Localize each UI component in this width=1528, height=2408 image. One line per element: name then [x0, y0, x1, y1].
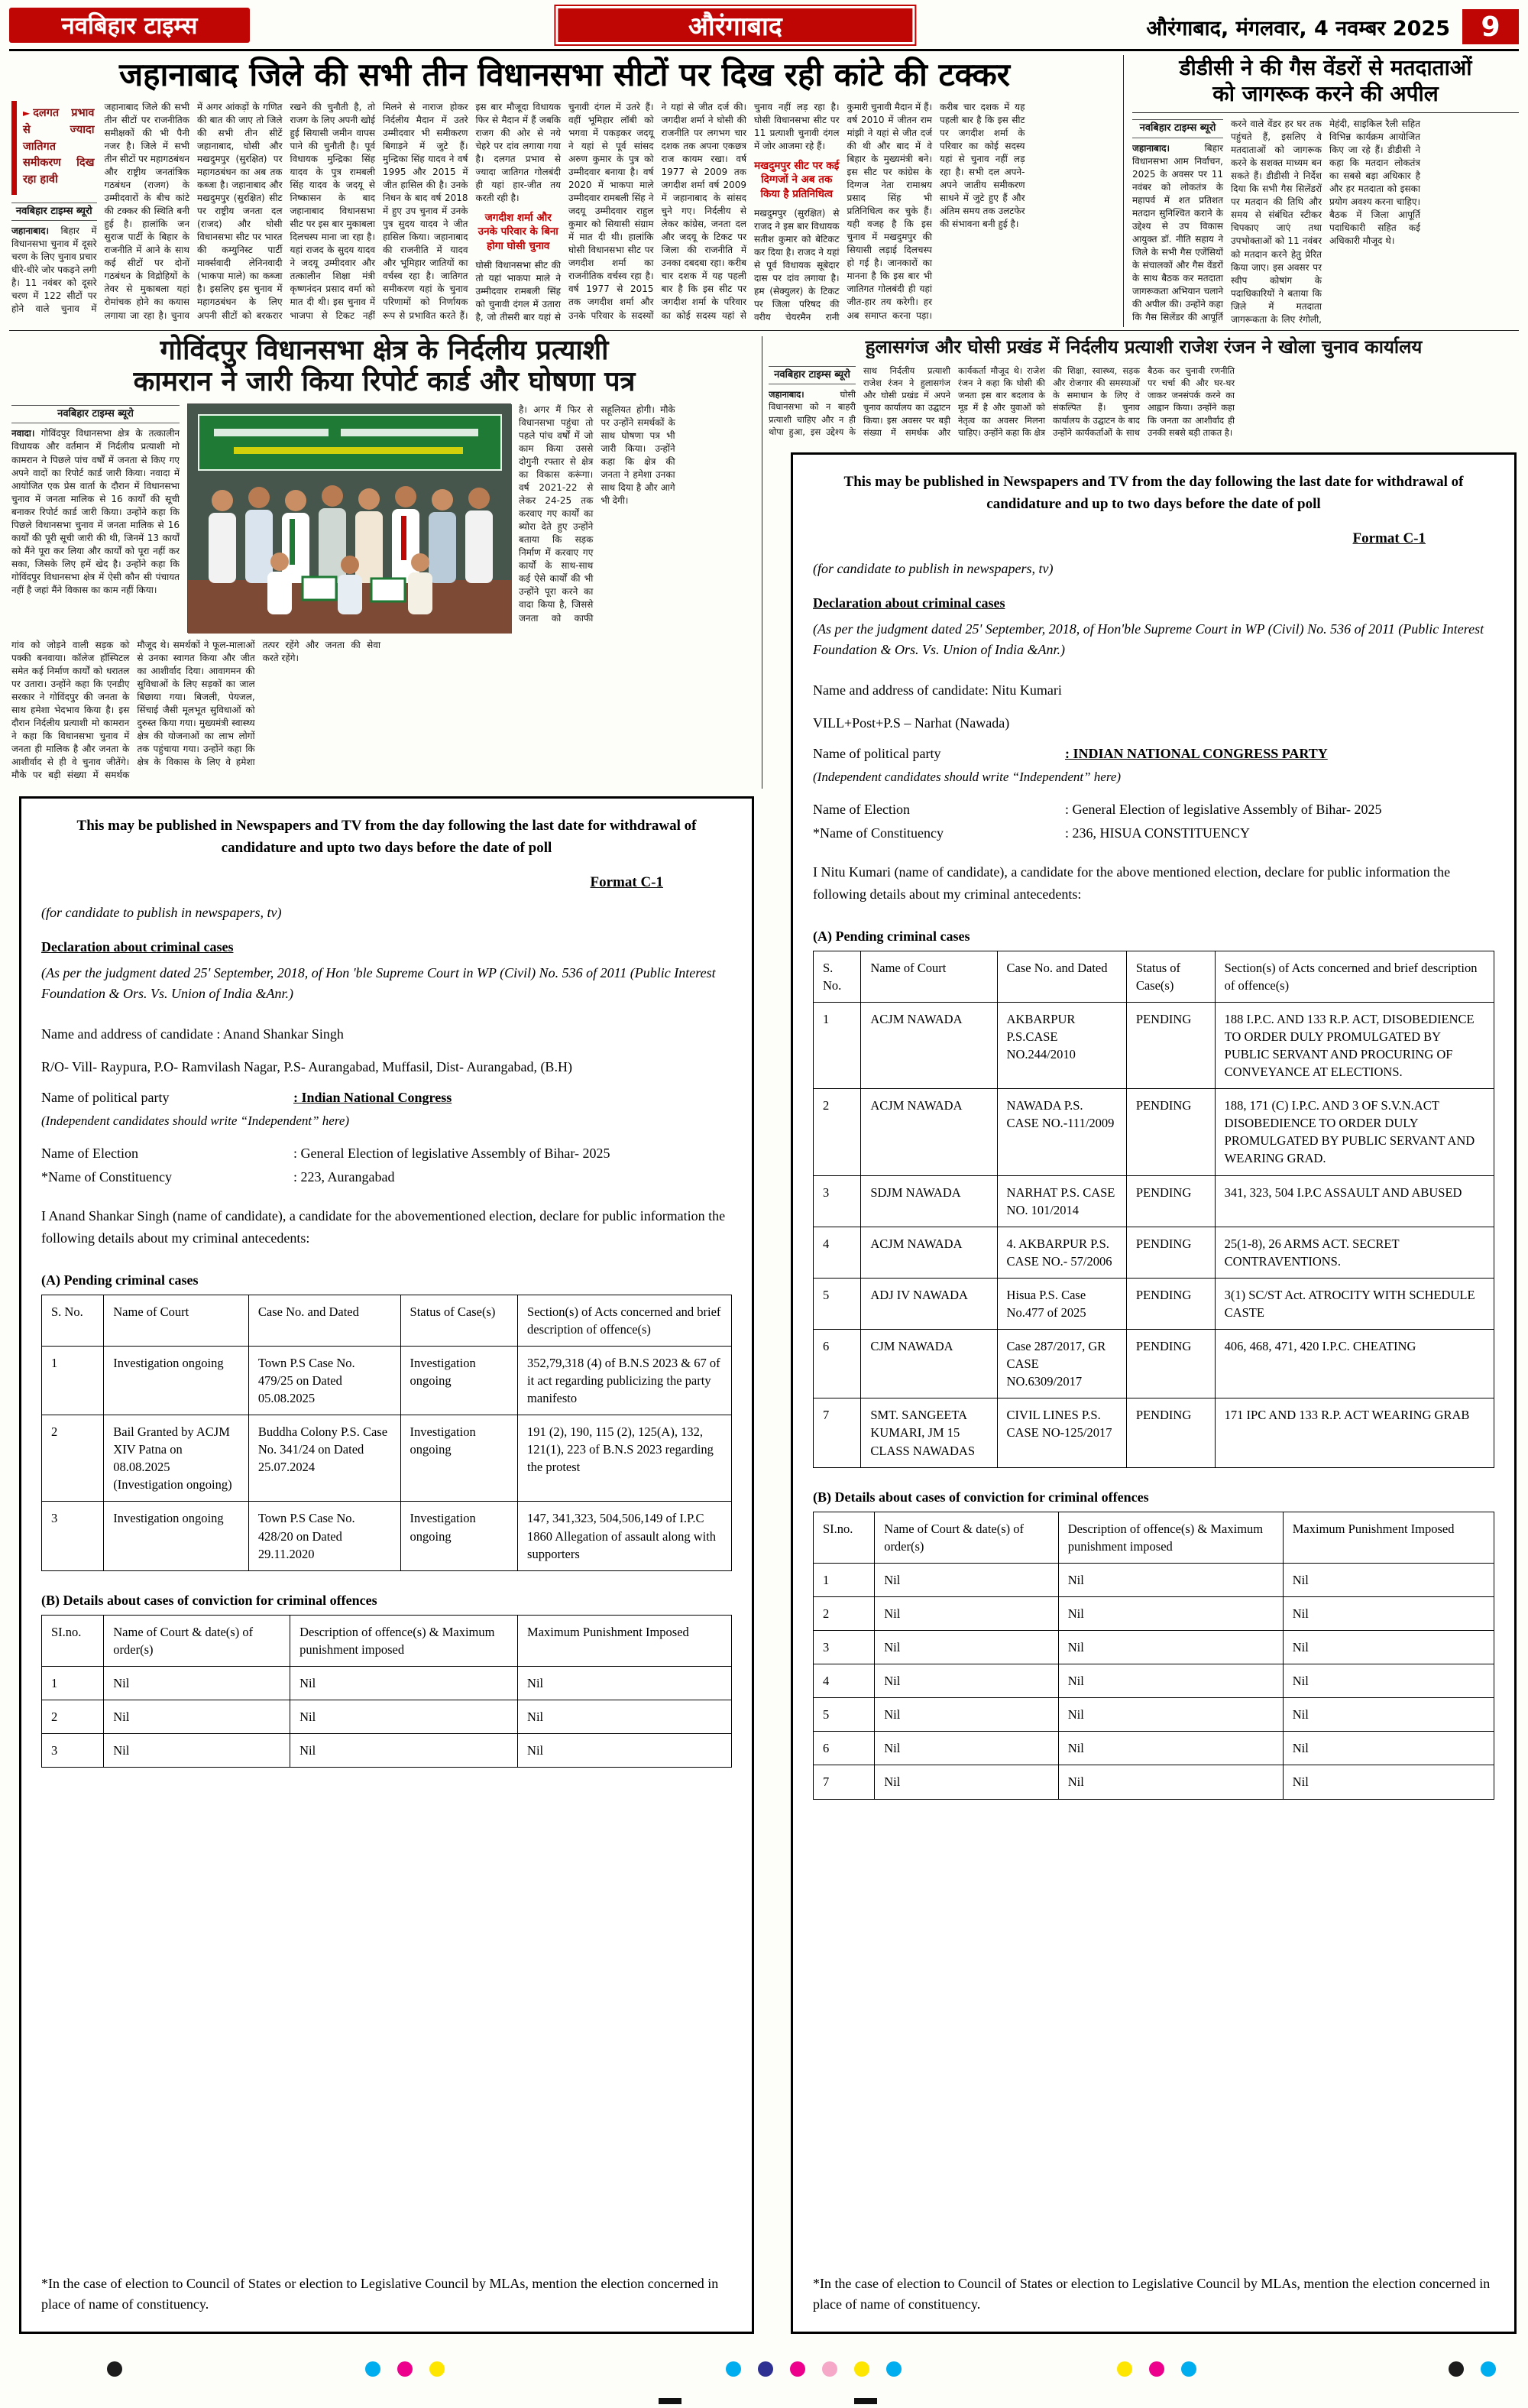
cell-status: PENDING [1126, 1398, 1215, 1467]
cell-sno: 3 [42, 1502, 104, 1570]
print-mark [854, 2398, 877, 2404]
format-label: Format C-1 [590, 874, 663, 890]
subheadline: जगदीश शर्मा और उनके परिवार के बिना होगा घोसी चुनाव [478, 212, 558, 252]
govindpur-bottom-columns: गांव को जोड़ने वाली सड़क को पक्की बनवाया। कॉलेज हॉस्पिटल समेत कई निर्माण कार्यों को धरातल पर उतारा। उन्होंने कहा कि एनडीए सरकार ने गोविंदपुर की जनता के साथ हमेशा भेदभाव किया है। इस दौरान निर्दलीय प्रत्याशी मो कामरान ने कहा कि विधानसभा चुनाव में जनता ही मालिक है और जनता के आशीर्वाद से ही वे चुनाव जीतेंगे। मौके पर बड़ी संख्या में समर्थक मौजूद थे। समर्थकों ने फूल-मालाओं से उनका स्वागत किया और जीत का आशीर्वाद दिया। आवागमन की सुविधाओं के लिए सड़कों का जाल बिछाया गया। बिजली, पेयजल, सिंचाई जैसी मूलभूत सुविधाओं को दुरुस्त किया गया। मुख्यमंत्री स्वास्थ्य क्षेत्र की योजनाओं का लाभ लोगों तक पहुंचाया गया। उन्होंने कहा कि क्षेत्र के विकास के लिए वे हमेशा तत्पर रहेंगे और जनता की सेवा करते रहेंगे। [11, 640, 380, 781]
paragraph-text: घोसी विधानसभा को न बाहरी प्रत्याशी चाहिए और न ही थोपा हुआ, इस उद्देश्य के साथ निर्दलीय प्रत्याशी राजेश रंजन ने हुलासगंज और घोसी प्रखंड में अपने चुनाव कार्यालय का उद्घाटन किया। इस अवसर पर बड़ी संख्या में समर्थक और कार्यकर्ता मौजूद थे। राजेश रंजन ने कहा कि घोसी की जनता इस बार बदलाव के मूड में है और युवाओं को नेतृत्व का अवसर मिलना चाहिए। उन्होंने कहा कि क्षेत्र की शिक्षा, स्वास्थ्य, सड़क और रोजगार की समस्याओं के समाधान के लिए वे संकल्पित हैं। चुनाव कार्यालय के उद्घाटन के बाद उन्होंने कार्यकर्ताओं के साथ बैठक कर चुनावी रणनीति पर चर्चा की और घर-घर जाकर जनसंपर्क करने का आह्वान किया। उन्होंने कहा कि जनता का आशीर्वाद ही उनकी सबसे बड़ी ताकत है। [769, 365, 1235, 438]
declaration-paragraph: I Nitu Kumari (name of candidate), a candidate for the above mentioned election, declare for public information the following details about my criminal antecedents: [813, 864, 1451, 902]
candidate-address: VILL+Post+P.S – Narhat (Nawada) [813, 715, 1010, 731]
article-paragraph: मखदुमपुर (सुरक्षित) से राजद ने इस बार विधायक सतीश कुमार को बेटिकट कर दिया है। राजद ने यहां से पूर्व विधायक सूबेदार दास पर दांव लगाया है। हम (सेक्युलर) के टिकट पर जिला परिषद की वरीय चेयरमैन रानी कुमारी चुनावी मैदान में हैं। वर्ष 2010 में जीतन राम मांझी ने यहां से जीत दर्ज की थी और बाद में वे बिहार के मुख्यमंत्री बने। इस सीट पर कांग्रेस के दिग्गज नेता रामाश्रय प्रसाद सिंह भी प्रतिनिधित्व कर चुके हैं। यही वजह है कि इस चुनाव में मखदुमपुर की सियासी लड़ाई दिलचस्प हो गई है। जानकारों का मानना है कि इस बार भी जातिगत गोलबंदी ही यहां जीत-हार तय करेगी। हर अब समाप्त करना पड़ा। करीब चार दशक में यह पहली बार है कि इस सीट पर जगदीश शर्मा के परिवार का कोई सदस्य यहां से चुनाव नहीं लड़ रहा है। सभी दल अपने-अपने जातीय समीकरण साधने में जुटे हुए हैं और अंतिम समय तक उलटफेर की संभावना बनी हुई है। [754, 102, 1025, 323]
cell-max-punishment: Nil [1283, 1698, 1494, 1732]
cell-court: CJM NAWADA [861, 1330, 997, 1398]
cell-status: Investigation ongoing [400, 1502, 518, 1570]
cell-status: PENDING [1126, 1227, 1215, 1278]
color-dot [429, 2361, 445, 2377]
paragraph-text: बिहार में विधानसभा चुनाव में दूसरे चरण के लिए चुनाव प्रचार धीरे-धीरे जोर पकड़ने लगी है। 11 नवंबर को दूसरे चरण में 122 सीटों पर होने वाले चुनाव में जहानाबाद जिले की सभी तीन सीटों पर राजनीतिक समीक्षकों की भी पैनी नजर है। जिले में सभी तीन सीटों पर महागठबंधन और राष्ट्रीय जनतांत्रिक गठबंधन (राजग) के उम्मीदवारों के बीच कांटे की टक्कर की स्थिति बनी हुई है। हालांकि जन सुराज पार्टी के बिहार के राजनीति में आने के साथ कई सीटों पर दोनों गठबंधन के विद्रोहियों के तेवर से मुकाबला यहां रोमांचक होने का कयास लगाया जा रहा है। चुनाव में अगर आंकड़ों के गणित की बात की जाए तो जिले की सभी तीन सीटें जहानाबाद, घोसी और मखदुमपुर (सुरक्षित) पर महागठबंधन का अब तक कब्जा है। जहानाबाद और मखदुमपुर (सुरक्षित) सीट पर राष्ट्रीय जनता दल (राजद) और घोसी विधानसभा सीट पर भारत की कम्युनिस्ट पार्टी मार्क्सवादी लेनिनवादी (भाकपा माले) का कब्जा है। इसलिए इस चुनाव में महागठबंधन के लिए अपनी सीटों को बरकरार रखने की चुनौती है, तो राजग के लिए अपनी खोई हुई सियासी जमीन वापस पाने की चुनौती है। पूर्व विधायक मुन्द्रिका सिंह यादव के पुत्र रामबली सिंह यादव के जदयू से निष्कासन के बाद जहानाबाद विधानसभा सीट पर इस बार मुकाबला दिलचस्प माना जा रहा है। यहां राजद के सुदय यादव ने जदयू उम्मीदवार और तत्कालीन शिक्षा मंत्री कृष्णनंदन प्रसाद वर्मा को मात दी थी। इस चुनाव में भाजपा से टिकट नहीं मिलने से नाराज होकर निर्दलीय मैदान में उतरे उम्मीदवार भी समीकरण बिगाड़ने में जुटे हैं। मुन्द्रिका सिंह यादव ने वर्ष 1995 और 2015 में जीत हासिल की है। उनके निधन के बाद वर्ष 2018 में हुए उप चुनाव में उनके पुत्र सुदय यादव ने जीत हासिल किया। जहानाबाद की राजनीति में यादव और भूमिहार जातियों का वर्चस्व रहा है। जातिगत समीकरण यहां के चुनाव परिणामों को निर्णायक रूप से प्रभावित करते हैं। इस बार मौजूदा विधायक फिर से मैदान में हैं जबकि राजग की ओर से नये चेहरे पर दांव लगाया गया है। दलगत प्रभाव से ज्यादा जातिगत गोलबंदी ही यहां हार-जीत तय करती रही है। [11, 102, 561, 321]
section-b-title: (B) Details about cases of conviction for criminal offences [41, 1592, 377, 1608]
city-name: औरंगाबाद [688, 11, 782, 42]
dateline-lead: जहानाबाद। [11, 225, 50, 237]
color-dot [854, 2361, 869, 2377]
cell-max-punishment: Nil [1283, 1563, 1494, 1596]
event-photo [187, 403, 511, 633]
cell-court: SMT. SANGEETA KUMARI, JM 15 CLASS NAWADAS [861, 1398, 997, 1467]
table-row [814, 1631, 1494, 1664]
cell-status: Investigation ongoing [400, 1346, 518, 1415]
main-article-body [11, 101, 1118, 327]
dateline-lead: जहानाबाद। [769, 389, 804, 400]
cell-court: Bail Granted by ACJM XIV Patna on 08.08.2025 (Investigation ongoing) [104, 1415, 249, 1502]
govindpur-content [11, 403, 757, 633]
column-header: S. No. [814, 951, 861, 1002]
table-row [42, 1502, 732, 1570]
constituency-label: *Name of Constituency [41, 1169, 172, 1185]
color-dot [790, 2361, 805, 2377]
party-line [41, 1090, 732, 1106]
cell-sno: 1 [42, 1666, 104, 1700]
column-header: SI.no. [814, 1512, 875, 1563]
column-header: Status of Case(s) [400, 1295, 518, 1346]
format-label: Format C-1 [1352, 530, 1426, 546]
judgment-note: (As per the judgment dated 25' September, 2018, of Hon 'ble Supreme Court in WP (Civil) No. 536 of 2011 (Public Interest Foundation & Ors. Vs. Union of India &Anr.) [41, 965, 716, 1001]
pending-cases-table [41, 1295, 732, 1571]
column-header: Name of Court & date(s) of order(s) [104, 1615, 290, 1666]
color-dot [1481, 2361, 1496, 2377]
table-row [814, 1227, 1494, 1278]
cell-case: NAWADA P.S. CASE NO.-111/2009 [997, 1089, 1126, 1175]
cell-sno: 3 [42, 1734, 104, 1768]
cell-max-punishment: Nil [1283, 1664, 1494, 1698]
cell-sections: 25(1-8), 26 ARMS ACT. SECRET CONTRAVENTIONS. [1215, 1227, 1494, 1278]
cell-description: Nil [1058, 1631, 1283, 1664]
cell-status: PENDING [1126, 1330, 1215, 1398]
cell-description: Nil [290, 1700, 518, 1734]
cell-max-punishment: Nil [1283, 1631, 1494, 1664]
column-header: Name of Court & date(s) of order(s) [875, 1512, 1059, 1563]
column-header: Name of Court [861, 951, 997, 1002]
table-row [42, 1666, 732, 1700]
table-header-row [814, 951, 1494, 1002]
ddc-headline-line1: डीडीसी ने की गैस वेंडरों से मतदाताओं [1179, 55, 1472, 80]
table-row [814, 1089, 1494, 1175]
color-dot [1181, 2361, 1196, 2377]
table-row [814, 1175, 1494, 1227]
table-row [814, 1563, 1494, 1596]
dateline-lead: नवादा। [11, 428, 35, 439]
cell-court: Nil [875, 1664, 1059, 1698]
table-header-row [42, 1295, 732, 1346]
independent-note: (Independent candidates should write “Independent” here) [41, 1113, 350, 1128]
paragraph-text: बिहार विधानसभा आम निर्वाचन, 2025 के अवसर पर 11 नवंबर को लोकतंत्र के महापर्व में शत प्रतिशत मतदान सुनिश्चित कराने के उद्देश्य से उप विकास आयुक्त डॉ. नीति सहाय ने जिले के सभी गैस एजेंसियों के संचालकों और गैस वेंडरों के साथ बैठक कर मतदाता जागरूकता अभियान चलाने की अपील की। उन्होंने कहा कि गैस सिलेंडर की आपूर्ति करने वाले वेंडर हर घर तक पहुंचते हैं, इसलिए वे मतदाताओं को जागरूक करने के सशक्त माध्यम बन सकते हैं। डीडीसी ने निर्देश दिया कि सभी गैस सिलेंडरों पर मतदान की तिथि और समय से संबंधित स्टीकर चिपकाए जाएं तथा उपभोक्ताओं को 11 नवंबर को मतदान करने हेतु प्रेरित किया जाए। इस अवसर पर स्वीप कोषांग के पदाधिकारियों ने बताया कि जिले में मतदाता जागरूकता के लिए रंगोली, मेहंदी, साइकिल रैली सहित विभिन्न कार्यक्रम आयोजित किए जा रहे हैं। डीडीसी ने कहा कि मतदान लोकतंत्र का सबसे बड़ा अधिकार है और हर मतदाता को इसका प्रयोग अवश्य करना चाहिए। बैठक में जिला आपूर्ति पदाधिकारी सहित कई अधिकारी मौजूद थे। [1132, 118, 1420, 325]
govindpur-right-columns: है। अगर मैं फिर से विधानसभा पहुंचा तो पहले पांच वर्षों में जो काम किया उससे दोगुनी रफ्तार से क्षेत्र का विकास करूंगा। वर्ष 2021-22 से लेकर 24-25 तक करवाए गए कार्यों का ब्योरा देते हुए उन्होंने बताया कि सड़क निर्माण में करवाए गए कार्यों के साथ-साथ कई ऐसे कार्यों की भी उन्होंने पूरा करने का वादा किया है, जिससे जनता को काफी सहूलियत होगी। मौके पर उन्होंने समर्थकों के साथ घोषणा पत्र भी जारी किया। उन्होंने कहा कि क्षेत्र की जनता ने हमेशा उनका साथ दिया है और आगे भी देगी। [519, 404, 675, 624]
cell-description: Nil [1058, 1664, 1283, 1698]
paragraph-text: गोविंदपुर विधानसभा क्षेत्र के तत्कालीन विधायक और वर्तमान में निर्दलीय प्रत्याशी मो कामरान ने पिछले पांच वर्षों में जनता से किए गए अपने वादों का रिपोर्ट कार्ड जारी किया। नवादा में आयोजित एक प्रेस वार्ता के दौरान में विधानसभा चुनाव में जनता मालिक से 16 कार्यों की सूची बनाकर रिपोर्ट कार्ड जारी किया। उन्होंने कहा कि पिछले विधानसभा चुनाव में जनता मालिक से 16 कार्यों की पूरी सूची जारी की थी, जिनमें 13 कार्यों को मैंने पूरा कर लिया और कार्यों को पूरा नहीं कर सका, जिसके लिए हमें खेद है। उन्होंने कहा कि गोविंदपुर विधानसभा क्षेत्र में ऐसी कौन सी पंचायत नहीं है जहां मैंने विकास का काम नहीं किया। [11, 428, 180, 595]
ddc-headline [1132, 55, 1519, 106]
paper-name: नवबिहार टाइम्स [61, 12, 198, 40]
independent-note: (Independent candidates should write “Independent” here) [813, 770, 1122, 784]
cell-case: Town P.S Case No. 479/25 on Dated 05.08.2025 [248, 1346, 400, 1415]
cell-description: Nil [1058, 1563, 1283, 1596]
hulasganj-headline: हुलासगंज और घोसी प्रखंड में निर्दलीय प्रत्याशी राजेश रंजन ने खोला चुनाव कार्यालय [865, 336, 1423, 358]
for-candidate-note: (for candidate to publish in newspapers, tv) [41, 905, 282, 920]
color-dot [726, 2361, 741, 2377]
byline: नवबिहार टाइम्स ब्यूरो [769, 366, 856, 384]
govindpur-headline [11, 335, 757, 402]
cell-court: Nil [104, 1700, 290, 1734]
cell-court: Nil [875, 1765, 1059, 1799]
constituency-line [813, 825, 1494, 841]
for-candidate-note: (for candidate to publish in newspapers, tv) [813, 561, 1054, 576]
column-header: Description of offence(s) & Maximum punishment imposed [290, 1615, 518, 1666]
cell-court: Nil [875, 1732, 1059, 1765]
cell-court: ACJM NAWADA [861, 1089, 997, 1175]
column-header: Status of Case(s) [1126, 951, 1215, 1002]
party-label: Name of political party [41, 1090, 170, 1105]
column-header: Name of Court [104, 1295, 249, 1346]
cell-description: Nil [290, 1734, 518, 1768]
column-header: Section(s) of Acts concerned and brief description of offence(s) [518, 1295, 732, 1346]
party-line [813, 746, 1494, 762]
hulasganj-article [769, 336, 1519, 446]
color-dot [365, 2361, 380, 2377]
column-header: S. No. [42, 1295, 104, 1346]
party-value: : Indian National Congress [293, 1090, 452, 1105]
event-photo-illustration [188, 404, 512, 634]
highlight-box [11, 101, 97, 195]
page-number: 9 [1462, 9, 1519, 44]
cell-sno: 1 [814, 1002, 861, 1088]
article-paragraph [1132, 118, 1420, 329]
cell-status: Investigation ongoing [400, 1415, 518, 1502]
party-label: Name of political party [813, 746, 941, 761]
highlight-text: दलगत प्रभाव से ज्यादा जातिगत समीकरण दिख रहा हावी [23, 107, 95, 186]
article-paragraph: घोसी विधानसभा सीट की तो यहां भाकपा माले ने उम्मीदवार रामबली सिंह को चुनावी दंगल में उतारा है, जो तीसरी बार यहां से चुनावी दंगल में उतरे हैं। वहीं भूमिहार लॉबी को भगवा में पकड़कर जदयू ने यहां से पूर्व सांसद अरुण कुमार के पुत्र को उम्मीदवार बनाया है। वर्ष 2020 में भाकपा माले उम्मीदवार रामबली सिंह ने जदयू उम्मीदवार राहुल कुमार को सियासी संग्राम में मात दी थी। हालांकि घोसी विधानसभा सीट पर जगदीश शर्मा का राजनीतिक वर्चस्व रहा है। वर्ष 1977 से 2015 तक जगदीश शर्मा और उनके परिवार के सदस्यों ने यहां से जीत दर्ज की। जगदीश शर्मा ने घोसी की राजनीति पर लगभग चार दशक तक अपना एकछत्र राज कायम रखा। वर्ष 1977 से 2009 तक जगदीश शर्मा वर्ष 2009 में जहानाबाद के सांसद चुने गए। निर्दलीय से लेकर कांग्रेस, जनता दल और जदयू के टिकट पर जिला की राजनीति में उनका दबदबा रहा। करीब चार दशक में यह पहली बार है कि इस सीट पर जगदीश शर्मा के परिवार का कोई सदस्य यहां से चुनाव नहीं लड़ रहा है। घोसी विधानसभा सीट पर 11 प्रत्याशी चुनावी दंगल में जोर आजमा रहे हैं। [475, 102, 840, 323]
table-row [42, 1700, 732, 1734]
triangle-icon: ► [23, 108, 31, 118]
section-a-title: (A) Pending criminal cases [41, 1272, 199, 1288]
cell-max-punishment: Nil [1283, 1732, 1494, 1765]
cell-case: Hisua P.S. Case No.477 of 2025 [997, 1278, 1126, 1329]
table-row [814, 1398, 1494, 1467]
byline: नवबिहार टाइम्स ब्यूरो [1132, 119, 1223, 138]
page-header [9, 6, 1519, 46]
cell-sno: 4 [814, 1664, 875, 1698]
table-header-row [814, 1512, 1494, 1563]
table-row [814, 1278, 1494, 1329]
cell-sno: 6 [814, 1732, 875, 1765]
cell-court: SDJM NAWADA [861, 1175, 997, 1227]
table-row [814, 1698, 1494, 1732]
color-dot [1117, 2361, 1132, 2377]
main-headline: जहानाबाद जिले की सभी तीन विधानसभा सीटों पर दिख रही कांटे की टक्कर [119, 56, 1010, 93]
cell-status: PENDING [1126, 1278, 1215, 1329]
column-header: Maximum Punishment Imposed [518, 1615, 732, 1666]
publish-line: This may be published in Newspapers and TV from the day following the last date for withdrawal of candidature and upto two days before the date of poll [76, 818, 697, 856]
table-row [814, 1596, 1494, 1630]
govindpur-headline-line2: कामरान ने जारी किया रिपोर्ट कार्ड और घोषणा पत्र [133, 366, 636, 398]
dateline: औरंगाबाद, मंगलवार, 4 नवम्बर 2025 [1146, 16, 1450, 41]
footnote: *In the case of election to Council of States or election to Legislative Council by MLAs, mention the election concerned in place of name of constituency. [813, 2276, 1491, 2312]
color-dot [107, 2361, 122, 2377]
ddc-headline-line2: को जागरूक करने की अपील [1212, 80, 1439, 106]
section-divider [9, 330, 1519, 331]
cell-sno: 6 [814, 1330, 861, 1398]
column-header: Case No. and Dated [248, 1295, 400, 1346]
print-mark [659, 2398, 681, 2404]
cell-case: Case 287/2017, GR CASE NO.6309/2017 [997, 1330, 1126, 1398]
ddc-article [1132, 55, 1519, 329]
cell-case: Buddha Colony P.S. Case No. 341/24 on Dated 25.07.2024 [248, 1415, 400, 1502]
cell-court: Investigation ongoing [104, 1502, 249, 1570]
election-label: Name of Election [813, 802, 910, 817]
masthead-divider [9, 49, 1519, 51]
column-header: Description of offence(s) & Maximum punishment imposed [1058, 1512, 1283, 1563]
column-header: SI.no. [42, 1615, 104, 1666]
declaration-title: Declaration about criminal cases [41, 939, 234, 954]
color-dot [822, 2361, 837, 2377]
cell-sections: 406, 468, 471, 420 I.P.C. CHEATING [1215, 1330, 1494, 1398]
byline: नवबिहार टाइम्स ब्यूरो [11, 203, 97, 221]
cell-case: 4. AKBARPUR P.S. CASE NO.- 57/2006 [997, 1227, 1126, 1278]
publish-line: This may be published in Newspapers and TV from the day following the last date for withdrawal of candidature and up to two days before the date of poll [843, 474, 1464, 512]
color-dot [1449, 2361, 1464, 2377]
cell-sno: 7 [814, 1765, 875, 1799]
cell-sno: 1 [814, 1563, 875, 1596]
cell-sno: 3 [814, 1631, 875, 1664]
conviction-table [41, 1615, 732, 1768]
declaration-paragraph: I Anand Shankar Singh (name of candidate), a candidate for the abovementioned election, declare for public information the following details about my criminal antecedents: [41, 1208, 726, 1246]
cell-sections: 147, 341,323, 504,506,149 of I.P.C 1860 Allegation of assault along with supporters [518, 1502, 732, 1570]
section-a-title: (A) Pending criminal cases [813, 928, 970, 944]
cell-court: Nil [104, 1734, 290, 1768]
cell-max-punishment: Nil [518, 1734, 732, 1768]
cell-sections: 341, 323, 504 I.P.C ASSAULT AND ABUSED [1215, 1175, 1494, 1227]
constituency-value: : 236, HISUA CONSTITUENCY [1065, 825, 1251, 841]
cell-sno: 2 [814, 1089, 861, 1175]
section-b-title: (B) Details about cases of conviction for criminal offences [813, 1489, 1149, 1505]
cell-status: PENDING [1126, 1175, 1215, 1227]
cell-max-punishment: Nil [518, 1666, 732, 1700]
govindpur-left-column [11, 403, 180, 633]
cell-description: Nil [1058, 1698, 1283, 1732]
cell-court: Nil [875, 1563, 1059, 1596]
table-header-row [42, 1615, 732, 1666]
table-row [42, 1415, 732, 1502]
table-row [42, 1346, 732, 1415]
ddc-article-body [1132, 118, 1519, 329]
cell-description: Nil [1058, 1596, 1283, 1630]
criminal-declaration-notice-left [19, 796, 754, 2334]
constituency-line [41, 1169, 732, 1185]
cell-sections: 352,79,318 (4) of B.N.S 2023 & 67 of it act regarding publicizing the party manifesto [518, 1346, 732, 1415]
color-dot [397, 2361, 413, 2377]
cell-sections: 188, 171 (C) I.P.C. AND 3 OF S.V.N.ACT DISOBEDIENCE TO ORDER DULY PROMULGATED BY PUBLIC SERVANT AND WEARING GRAD. [1215, 1089, 1494, 1175]
cell-court: ADJ IV NAWADA [861, 1278, 997, 1329]
cell-sno: 2 [814, 1596, 875, 1630]
paper-name-banner [9, 8, 250, 43]
color-dot [758, 2361, 773, 2377]
article-paragraph [11, 427, 180, 596]
table-row [42, 1734, 732, 1768]
color-dot [886, 2361, 902, 2377]
registration-marks [0, 2361, 1528, 2381]
candidate-name-line: Name and address of candidate : Anand Shankar Singh [41, 1026, 344, 1042]
column-header: Maximum Punishment Imposed [1283, 1512, 1494, 1563]
column-rule [1123, 55, 1124, 327]
govindpur-article [11, 335, 757, 792]
cell-sno: 2 [42, 1415, 104, 1502]
byline: नवबिहार टाइम्स ब्यूरो [11, 405, 180, 423]
cell-sections: 188 I.P.C. AND 133 R.P. ACT, DISOBEDIENCE TO ORDER DULY PROMULGATED BY PUBLIC SERVANT AND PROCURING OF CONVEYANCE AT ELECTIONS. [1215, 1002, 1494, 1088]
cell-court: Nil [875, 1631, 1059, 1664]
cell-court: Nil [875, 1596, 1059, 1630]
cell-court: Nil [875, 1698, 1059, 1732]
cell-sections: 171 IPC AND 133 R.P. ACT WEARING GRAB [1215, 1398, 1494, 1467]
cell-sections: 3(1) SC/ST Act. ATROCITY WITH SCHEDULE CASTE [1215, 1278, 1494, 1329]
footnote: *In the case of election to Council of States or election to Legislative Council by MLAs, mention the election concerned in place of name of constituency. [41, 2276, 719, 2312]
cell-sno: 4 [814, 1227, 861, 1278]
table-row [814, 1002, 1494, 1088]
election-label: Name of Election [41, 1146, 138, 1161]
table-row [814, 1664, 1494, 1698]
cell-case: NARHAT P.S. CASE NO. 101/2014 [997, 1175, 1126, 1227]
table-row [814, 1330, 1494, 1398]
cell-sno: 2 [42, 1700, 104, 1734]
hulasganj-body [769, 365, 1519, 446]
cell-sno: 5 [814, 1278, 861, 1329]
cell-status: PENDING [1126, 1002, 1215, 1088]
cell-court: ACJM NAWADA [861, 1227, 997, 1278]
cell-court: Nil [104, 1666, 290, 1700]
election-line [41, 1146, 732, 1162]
cell-status: PENDING [1126, 1089, 1215, 1175]
cell-sections: 191 (2), 190, 115 (2), 125(A), 132, 121(1), 223 of B.N.S 2023 regarding the protest [518, 1415, 732, 1502]
cell-court: ACJM NAWADA [861, 1002, 997, 1088]
cell-description: Nil [1058, 1765, 1283, 1799]
cell-max-punishment: Nil [1283, 1765, 1494, 1799]
cell-case: CIVIL LINES P.S. CASE NO-125/2017 [997, 1398, 1126, 1467]
cell-court: Investigation ongoing [104, 1346, 249, 1415]
table-row [814, 1765, 1494, 1799]
cell-sno: 1 [42, 1346, 104, 1415]
conviction-table [813, 1512, 1494, 1800]
candidate-address: R/O- Vill- Raypura, P.O- Ramvilash Nagar, P.S- Aurangabad, Muffasil, Dist- Aurangabad, (B.H) [41, 1059, 572, 1074]
subheadline: मखदुमपुर सीट पर कई दिग्गजों ने अब तक किया है प्रतिनिधित्व [754, 160, 840, 200]
cell-sno: 5 [814, 1698, 875, 1732]
constituency-value: : 223, Aurangabad [293, 1169, 395, 1185]
constituency-label: *Name of Constituency [813, 825, 944, 841]
cell-sno: 7 [814, 1398, 861, 1467]
party-value: : INDIAN NATIONAL CONGRESS PARTY [1065, 746, 1328, 761]
city-banner [555, 6, 915, 44]
cell-description: Nil [290, 1666, 518, 1700]
dateline-lead: जहानाबाद। [1132, 142, 1170, 154]
election-value: : General Election of legislative Assembly of Bihar- 2025 [1065, 802, 1382, 817]
pending-cases-table [813, 951, 1494, 1468]
declaration-title: Declaration about criminal cases [813, 595, 1005, 611]
masthead-right [1146, 9, 1519, 44]
candidate-name-line: Name and address of candidate: Nitu Kumari [813, 682, 1062, 698]
judgment-note: (As per the judgment dated 25' September, 2018, of Hon'ble Supreme Court in WP (Civil) No. 536 of 2011 (Public Interest Foundation & Ors. Vs. Union of India &Anr.) [813, 621, 1484, 657]
govindpur-headline-line1: गोविंदपुर विधानसभा क्षेत्र के निर्दलीय प्रत्याशी [160, 335, 609, 366]
criminal-declaration-notice-right [791, 452, 1517, 2334]
cell-case: Town P.S Case No. 428/20 on Dated 29.11.2020 [248, 1502, 400, 1570]
column-header: Section(s) of Acts concerned and brief description of offence(s) [1215, 951, 1494, 1002]
table-row [814, 1732, 1494, 1765]
color-dot [1149, 2361, 1164, 2377]
cell-case: AKBARPUR P.S.CASE NO.244/2010 [997, 1002, 1126, 1088]
headline-rule [1132, 112, 1519, 113]
cell-max-punishment: Nil [518, 1700, 732, 1734]
cell-sno: 3 [814, 1175, 861, 1227]
election-value: : General Election of legislative Assembly of Bihar- 2025 [293, 1146, 610, 1161]
column-header: Case No. and Dated [997, 951, 1126, 1002]
cell-description: Nil [1058, 1732, 1283, 1765]
election-line [813, 802, 1494, 818]
cell-max-punishment: Nil [1283, 1596, 1494, 1630]
